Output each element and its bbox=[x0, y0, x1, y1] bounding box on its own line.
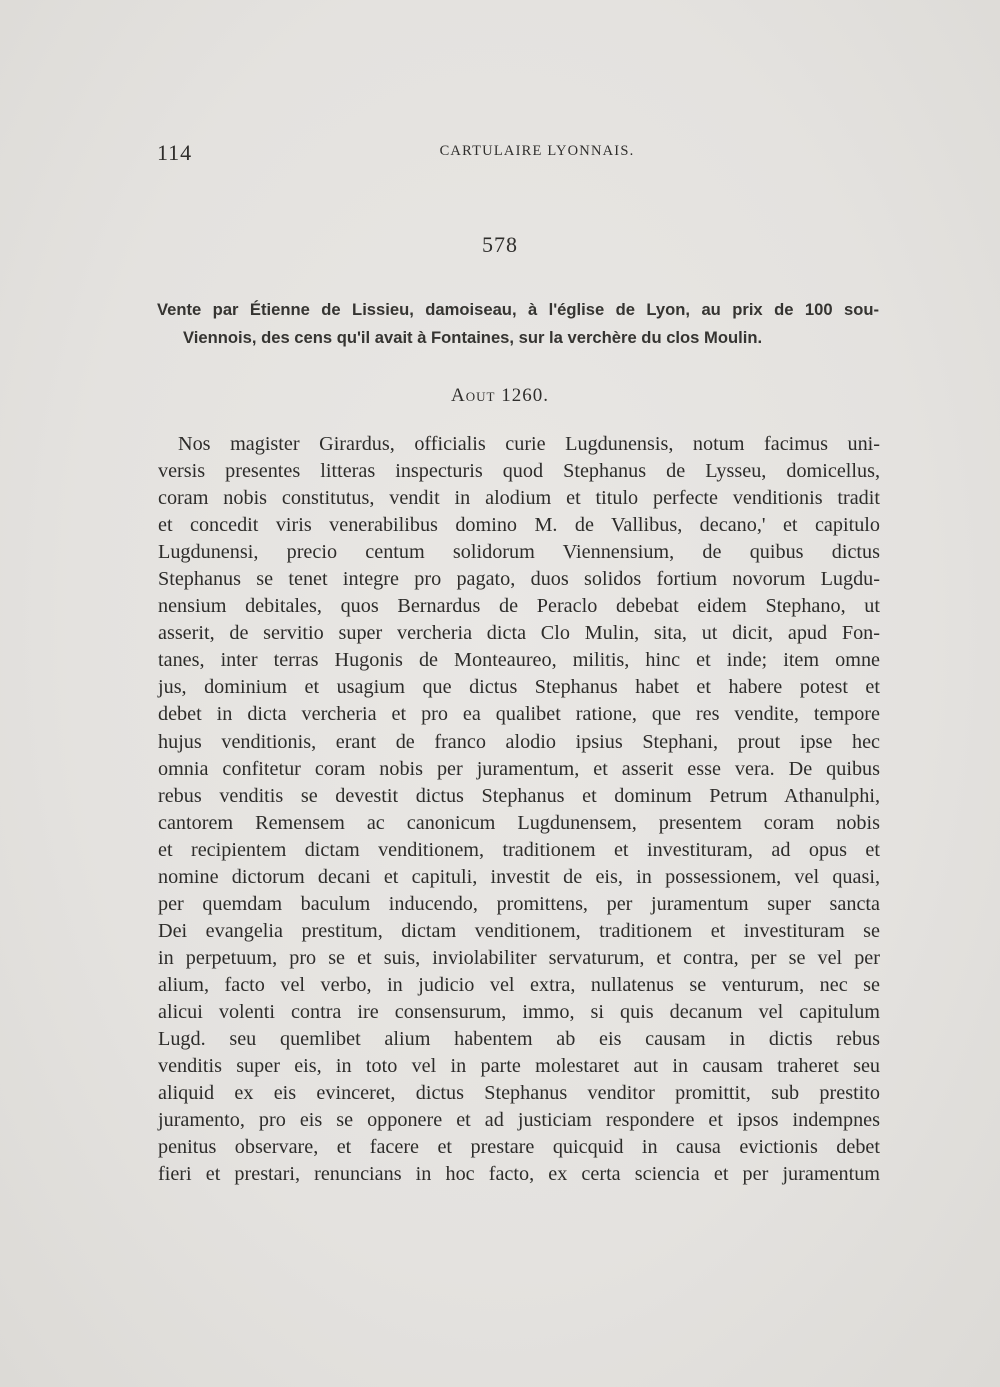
text-line: penitus observare, et facere et prestare quicquid in causa evictionis debet bbox=[158, 1136, 880, 1159]
text-line: venditis super eis, in toto vel in parte molestaret aut in causam traheret seu bbox=[158, 1055, 880, 1078]
summary-line: Vente par Étienne de Lissieu, damoiseau, à l'église de Lyon, au prix de 100 sou- bbox=[157, 300, 879, 319]
text-line: Stephanus se tenet integre pro pagato, duos solidos fortium novorum Lugdu- bbox=[158, 568, 880, 591]
text-line: cantorem Remensem ac canonicum Lugdunensem, presentem coram nobis bbox=[158, 811, 880, 834]
text-line: versis presentes litteras inspecturis quod Stephanus de Lysseu, domicellus, bbox=[158, 460, 880, 483]
text-line: et concedit viris venerabilibus domino M. de Vallibus, decano,' et capitulo bbox=[158, 514, 880, 537]
text-line: juramento, pro eis se opponere et ad justiciam respondere et ipsos indempnes bbox=[158, 1109, 880, 1132]
text-line: in perpetuum, pro se et suis, inviolabiliter servaturum, et contra, per se vel per bbox=[158, 946, 880, 969]
text-line: coram nobis constitutus, vendit in alodium et titulo perfecte venditionis tradit bbox=[158, 487, 880, 510]
document-summary bbox=[157, 296, 879, 352]
text-line: asserit, de servitio super vercheria dicta Clo Mulin, sita, ut dicit, apud Fon- bbox=[158, 622, 880, 645]
text-line: aliquid ex eis evinceret, dictus Stephanus venditor promittit, sub prestito bbox=[158, 1082, 880, 1105]
text-line: rebus venditis se devestit dictus Stephanus et dominum Petrum Athanulphi, bbox=[158, 784, 880, 807]
document-number: 578 bbox=[482, 232, 518, 257]
running-head bbox=[157, 140, 877, 170]
running-title: CARTULAIRE LYONNAIS. bbox=[439, 143, 635, 159]
text-line: Nos magister Girardus, officialis curie Lugdunensis, notum facimus uni- bbox=[178, 433, 880, 455]
text-line: nomine dictorum decani et capituli, investit de eis, in possessionem, vel quasi, bbox=[158, 865, 880, 888]
text-line: jus, dominium et usagium que dictus Stephanus habet et habere potest et bbox=[158, 676, 880, 699]
summary-line: Viennois, des cens qu'il avait à Fontaines, sur la verchère du clos Moulin. bbox=[183, 328, 763, 347]
text-line: hujus venditionis, erant de franco alodio ipsius Stephani, prout ipse hec bbox=[158, 730, 880, 753]
text-line: debet in dicta vercheria et pro ea qualibet ratione, que res vendite, tempore bbox=[158, 703, 880, 726]
text-line: Lugdunensi, precio centum solidorum Viennensium, de quibus dictus bbox=[158, 541, 880, 564]
text-line: Lugd. seu quemlibet alium habentem ab eis causam in dictis rebus bbox=[158, 1028, 880, 1051]
page-number: 114 bbox=[157, 140, 193, 165]
text-line: et recipientem dictam venditionem, traditionem et investituram, ad opus et bbox=[158, 838, 880, 861]
text-line: per quemdam baculum inducendo, promittens, per juramentum super sancta bbox=[158, 892, 880, 915]
charter-text bbox=[158, 431, 880, 1188]
text-line: Dei evangelia prestitum, dictam venditionem, traditionem et investituram se bbox=[158, 919, 880, 942]
text-line: fieri et prestari, renuncians in hoc facto, ex certa sciencia et per juramentum bbox=[158, 1163, 880, 1186]
text-line: alium, facto vel verbo, in judicio vel extra, nullatenus se venturum, nec se bbox=[158, 973, 880, 996]
text-line: alicui volenti contra ire consensurum, immo, si quis decanum vel capitulum bbox=[158, 1000, 880, 1023]
document-date: Aout 1260. bbox=[451, 385, 549, 406]
text-line: omnia confitetur coram nobis per juramentum, et asserit esse vera. De quibus bbox=[158, 757, 880, 780]
text-line: tanes, inter terras Hugonis de Monteaureo, militis, hinc et inde; item omne bbox=[158, 649, 880, 672]
text-line: nensium debitales, quos Bernardus de Peraclo debebat eidem Stephano, ut bbox=[158, 595, 880, 618]
